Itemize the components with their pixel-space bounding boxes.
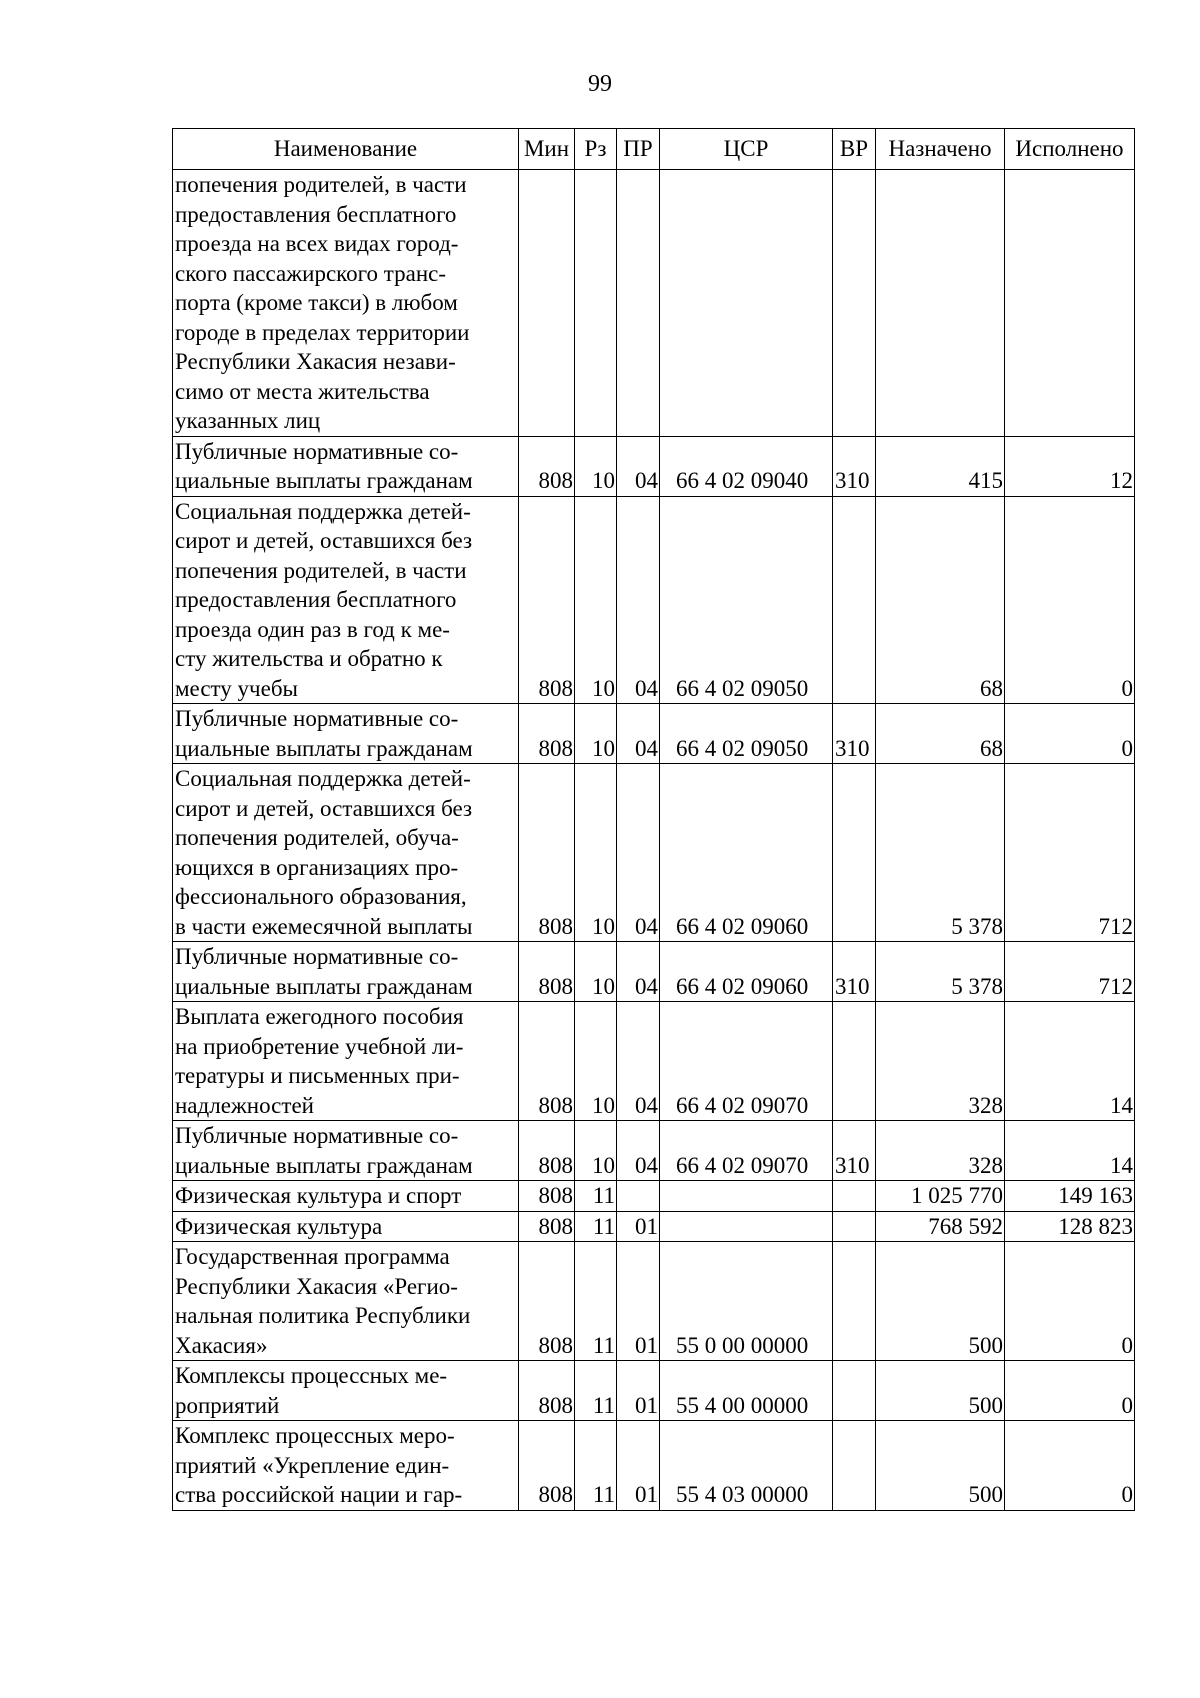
header-assigned: Назначено: [876, 129, 1005, 170]
header-pr: ПР: [617, 129, 660, 170]
cell-executed: 0: [1005, 1421, 1135, 1511]
cell-name-line: на приобретение учебной ли-: [175, 1033, 464, 1059]
cell-rz: 10: [575, 436, 617, 496]
cell-executed: 712: [1005, 942, 1135, 1002]
header-name: Наименование: [173, 129, 519, 170]
cell-name-line: сту жительства и обратно к: [175, 646, 443, 671]
cell-name: [173, 704, 519, 764]
cell-executed: 712: [1005, 764, 1135, 942]
cell-min: 808: [519, 1242, 575, 1361]
cell-name-line: Республики Хакасия «Регио-: [175, 1273, 458, 1299]
cell-vr: [833, 1421, 876, 1511]
cell-csr: 66 4 02 09050: [660, 496, 833, 704]
table-row: [173, 942, 1135, 1002]
cell-assigned: 328: [876, 1121, 1005, 1181]
cell-csr: 55 4 03 00000: [660, 1421, 833, 1511]
cell-name-line: попечения родителей, обуча-: [175, 825, 459, 850]
cell-name-line: фессионального образования,: [175, 884, 467, 909]
cell-rz: 11: [575, 1361, 617, 1421]
cell-executed: 0: [1005, 704, 1135, 764]
cell-min: 808: [519, 1181, 575, 1212]
cell-min: 808: [519, 942, 575, 1002]
cell-name-line: роприятий: [175, 1392, 280, 1418]
table-row: [173, 1361, 1135, 1421]
cell-min: 808: [519, 1361, 575, 1421]
cell-assigned: 415: [876, 436, 1005, 496]
cell-assigned: 1 025 770: [876, 1181, 1005, 1212]
cell-assigned: 328: [876, 1002, 1005, 1121]
cell-assigned: 5 378: [876, 764, 1005, 942]
table-row: [173, 1121, 1135, 1181]
budget-execution-table: [172, 128, 1135, 1511]
cell-executed: 128 823: [1005, 1211, 1135, 1242]
cell-name-line: Физическая культура и спорт: [175, 1183, 462, 1208]
cell-name-line: Физическая культура: [175, 1213, 383, 1239]
cell-name-line: Комплекс процессных меро-: [175, 1423, 455, 1448]
cell-name-line: Хакасия»: [175, 1332, 268, 1358]
cell-pr: 04: [617, 764, 660, 942]
table-row: [173, 704, 1135, 764]
table-row: [173, 1181, 1135, 1212]
cell-rz: 11: [575, 1421, 617, 1511]
cell-assigned: 5 378: [876, 942, 1005, 1002]
table-row: [173, 1242, 1135, 1361]
cell-pr: 04: [617, 436, 660, 496]
cell-rz: [575, 170, 617, 437]
cell-name-line: циальные выплаты гражданам: [175, 468, 473, 493]
cell-vr: 310: [833, 1121, 876, 1181]
cell-name: [173, 1361, 519, 1421]
cell-name: [173, 764, 519, 942]
cell-executed: 149 163: [1005, 1181, 1135, 1212]
cell-name-line: указанных лиц: [175, 408, 321, 433]
table-body: [173, 170, 1135, 1511]
cell-name-line: Комплексы процессных ме-: [175, 1363, 448, 1388]
cell-rz: 10: [575, 496, 617, 704]
cell-rz: 10: [575, 1002, 617, 1121]
cell-csr: 55 4 00 00000: [660, 1361, 833, 1421]
cell-assigned: 768 592: [876, 1211, 1005, 1242]
table-row: [173, 1002, 1135, 1121]
table-row: [173, 1211, 1135, 1242]
cell-min: 808: [519, 704, 575, 764]
cell-name-line: Публичные нормативные со-: [175, 706, 459, 731]
cell-csr: 66 4 02 09040: [660, 436, 833, 496]
table-row: [173, 1421, 1135, 1511]
cell-name: [173, 1121, 519, 1181]
cell-name-line: в части ежемесячной выплаты: [175, 913, 473, 939]
cell-name-line: циальные выплаты гражданам: [175, 735, 473, 761]
cell-pr: 01: [617, 1421, 660, 1511]
cell-name: [173, 1211, 519, 1242]
cell-executed: 0: [1005, 496, 1135, 704]
table-row: [173, 170, 1135, 437]
cell-pr: 04: [617, 496, 660, 704]
cell-name-line: симо от места жительства: [175, 378, 430, 404]
cell-executed: 0: [1005, 1361, 1135, 1421]
cell-name-line: месту учебы: [175, 675, 298, 701]
cell-name: [173, 942, 519, 1002]
cell-min: 808: [519, 496, 575, 704]
cell-name-line: предоставления бесплатного: [175, 201, 457, 227]
cell-csr: [660, 1181, 833, 1212]
cell-rz: 10: [575, 764, 617, 942]
cell-min: 808: [519, 1002, 575, 1121]
cell-name-line: сирот и детей, оставшихся без: [175, 795, 473, 821]
cell-assigned: 500: [876, 1421, 1005, 1511]
cell-vr: [833, 1242, 876, 1361]
cell-name-line: Публичные нормативные со-: [175, 438, 459, 464]
cell-name-line: надлежностей: [175, 1092, 314, 1118]
cell-name-line: Социальная поддержка детей-: [175, 498, 471, 524]
cell-min: 808: [519, 1421, 575, 1511]
cell-name-line: попечения родителей, в части: [175, 557, 467, 583]
header-vr: ВР: [833, 129, 876, 170]
cell-vr: [833, 170, 876, 437]
cell-vr: [833, 1181, 876, 1212]
cell-csr: 66 4 02 09070: [660, 1002, 833, 1121]
cell-name: [173, 170, 519, 437]
cell-assigned: [876, 170, 1005, 437]
cell-name-line: проезда на всех видах город-: [175, 231, 459, 256]
cell-assigned: 68: [876, 704, 1005, 764]
cell-name: [173, 496, 519, 704]
cell-min: [519, 170, 575, 437]
cell-rz: 10: [575, 942, 617, 1002]
header-executed: Исполнено: [1005, 129, 1135, 170]
cell-min: 808: [519, 764, 575, 942]
cell-vr: [833, 1211, 876, 1242]
cell-rz: 11: [575, 1181, 617, 1212]
cell-name-line: городе в пределах территории: [175, 319, 470, 345]
cell-name-line: Государственная программа: [175, 1244, 450, 1269]
cell-vr: 310: [833, 942, 876, 1002]
cell-rz: 11: [575, 1211, 617, 1242]
cell-name: [173, 1002, 519, 1121]
cell-executed: 14: [1005, 1002, 1135, 1121]
cell-name-line: циальные выплаты гражданам: [175, 1152, 473, 1178]
cell-pr: [617, 170, 660, 437]
cell-name: [173, 1181, 519, 1212]
cell-pr: 01: [617, 1242, 660, 1361]
cell-csr: 66 4 02 09070: [660, 1121, 833, 1181]
cell-name-line: приятий «Укрепление един-: [175, 1452, 450, 1478]
cell-executed: [1005, 170, 1135, 437]
cell-rz: 10: [575, 1121, 617, 1181]
cell-name-line: нальная политика Республики: [175, 1303, 471, 1328]
cell-pr: [617, 1181, 660, 1212]
cell-name: [173, 1242, 519, 1361]
cell-min: 808: [519, 1211, 575, 1242]
cell-vr: 310: [833, 436, 876, 496]
cell-executed: 12: [1005, 436, 1135, 496]
cell-name-line: ства российской нации и гар-: [175, 1482, 463, 1507]
cell-name-line: проезда один раз в год к ме-: [175, 616, 450, 642]
header-csr: ЦСР: [660, 129, 833, 170]
cell-csr: [660, 1211, 833, 1242]
table-row: [173, 764, 1135, 942]
cell-name-line: Публичные нормативные со-: [175, 944, 459, 969]
cell-pr: 04: [617, 1121, 660, 1181]
cell-pr: 04: [617, 1002, 660, 1121]
cell-name-line: сирот и детей, оставшихся без: [175, 528, 473, 553]
cell-pr: 01: [617, 1211, 660, 1242]
cell-assigned: 500: [876, 1242, 1005, 1361]
cell-csr: [660, 170, 833, 437]
cell-assigned: 500: [876, 1361, 1005, 1421]
cell-name-line: циальные выплаты гражданам: [175, 973, 473, 999]
cell-vr: [833, 496, 876, 704]
cell-name-line: Выплата ежегодного пособия: [175, 1004, 464, 1029]
cell-name-line: Социальная поддержка детей-: [175, 766, 471, 791]
cell-name: [173, 1421, 519, 1511]
header-rz: Рз: [575, 129, 617, 170]
cell-name-line: предоставления бесплатного: [175, 587, 457, 612]
cell-min: 808: [519, 1121, 575, 1181]
table-header-row: [173, 129, 1135, 170]
page-number: 99: [588, 71, 612, 97]
cell-vr: [833, 764, 876, 942]
cell-pr: 04: [617, 704, 660, 764]
cell-name-line: ского пассажирского транс-: [175, 260, 446, 286]
cell-rz: 11: [575, 1242, 617, 1361]
table-row: [173, 436, 1135, 496]
cell-csr: 66 4 02 09060: [660, 764, 833, 942]
cell-executed: 0: [1005, 1242, 1135, 1361]
cell-name-line: порта (кроме такси) в любом: [175, 290, 458, 315]
cell-pr: 04: [617, 942, 660, 1002]
table-row: [173, 496, 1135, 704]
cell-vr: [833, 1361, 876, 1421]
cell-name-line: Публичные нормативные со-: [175, 1123, 459, 1148]
cell-name-line: Республики Хакасия незави-: [175, 349, 456, 374]
cell-vr: 310: [833, 704, 876, 764]
cell-rz: 10: [575, 704, 617, 764]
cell-name-line: тературы и письменных при-: [175, 1063, 460, 1088]
cell-csr: 55 0 00 00000: [660, 1242, 833, 1361]
cell-executed: 14: [1005, 1121, 1135, 1181]
cell-csr: 66 4 02 09050: [660, 704, 833, 764]
cell-vr: [833, 1002, 876, 1121]
cell-name: [173, 436, 519, 496]
cell-name-line: попечения родителей, в части: [175, 172, 467, 197]
cell-assigned: 68: [876, 496, 1005, 704]
header-min: Мин: [519, 129, 575, 170]
cell-csr: 66 4 02 09060: [660, 942, 833, 1002]
cell-name-line: ющихся в организациях про-: [175, 854, 459, 880]
cell-pr: 01: [617, 1361, 660, 1421]
cell-min: 808: [519, 436, 575, 496]
